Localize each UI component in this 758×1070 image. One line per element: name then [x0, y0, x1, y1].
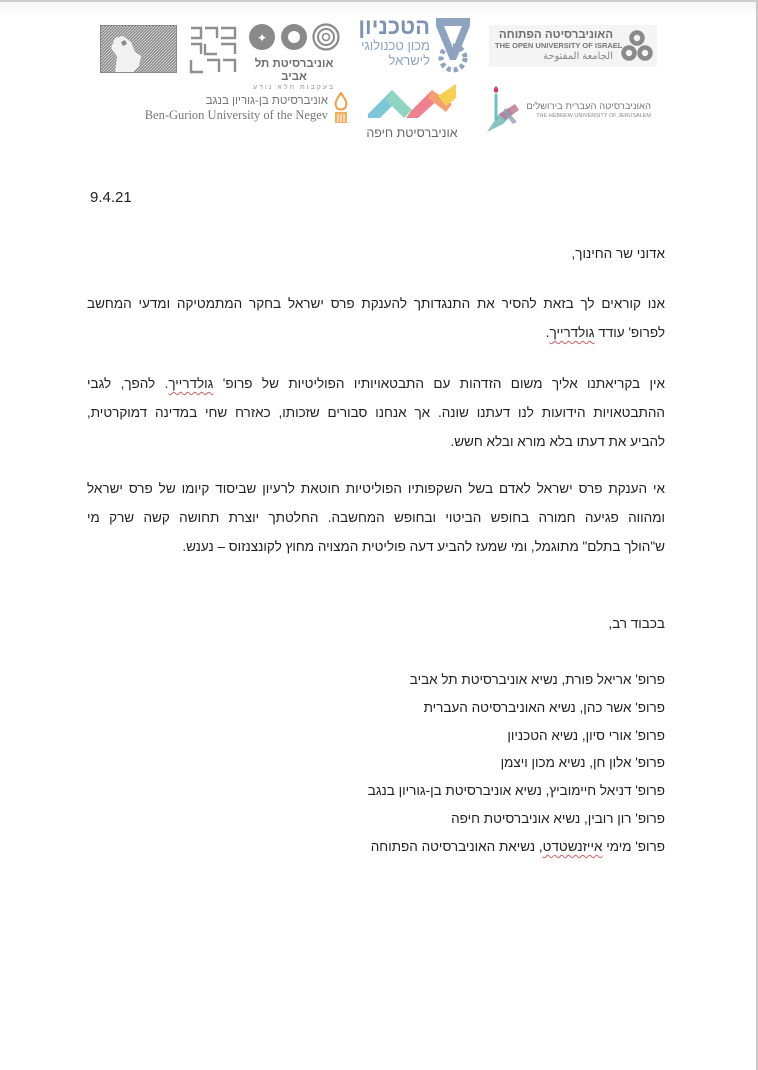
hebrew-university-menorah-icon	[485, 84, 525, 134]
weizmann-institute-logo	[187, 24, 239, 76]
signatory: פרופ' אשר כהן, נשיא האוניברסיטה העברית	[423, 699, 665, 715]
text-segment: פרופ' מימי	[602, 838, 665, 854]
haifa-university-logo	[366, 84, 458, 140]
paragraph-1-line-1: אנו קוראים לך בזאת להסיר את התנגדותך להענקת פרס ישראל בחקר המתמטיקה ומדעי המחשב	[87, 296, 665, 311]
paragraph-2-line-3: להביע את דעתו בלא מורא ובלא חשש.	[450, 434, 665, 449]
bgu-hebrew-title: אוניברסיטת בן-גוריון בנגב	[205, 95, 328, 107]
spellcheck-name: גולדרייך	[549, 325, 595, 340]
paragraph-2	[87, 369, 665, 456]
open-university-title: האוניברסיטה הפתוחה	[498, 29, 613, 41]
ben-gurion-university-logo	[142, 92, 350, 126]
technion-logo	[348, 14, 472, 76]
signatory: פרופ' רון רובין, נשיא אוניברסיטת חיפה	[451, 810, 665, 826]
weizmann-letters-icon	[187, 24, 239, 76]
tau-motto: בעקבות הלא נודע	[252, 84, 336, 91]
paragraph-1	[87, 289, 665, 347]
bgu-flame-icon	[332, 92, 350, 124]
paragraph-3	[87, 474, 665, 561]
text-segment: לפרופ' עודד	[594, 325, 665, 340]
svg-text:✦: ✦	[256, 31, 268, 45]
tel-aviv-university-logo	[246, 22, 342, 91]
signatory: פרופ' אורי סיון, נשיא הטכניון	[507, 727, 665, 743]
hebrew-university-title: האוניברסיטה העברית בירושלים	[526, 101, 651, 112]
technion-title: הטכניון	[358, 14, 430, 39]
letter-closing	[87, 609, 665, 638]
open-university-english: THE OPEN UNIVERSITY OF ISRAEL	[495, 41, 623, 50]
text-segment: . להפך, לגבי	[87, 376, 169, 391]
paragraph-3-line-3: ש"הולך בתלם" מתוגמל, ומי שמעז להביע דעה פוליטית המצויה מחוץ לקונצנזוס – נענש.	[182, 539, 665, 554]
signatories-list	[87, 666, 665, 861]
signatory: פרופ' דניאל חיימוביץ, נשיא אוניברסיטת בן-גוריון בנגב	[367, 783, 665, 799]
spellcheck-name: גולדרייך	[168, 376, 214, 391]
closing-text: בכבוד רב,	[608, 616, 665, 631]
paragraph-3-line-1: אי הענקת פרס ישראל לאדם בשל השקפותיו הפוליטיות חוטאת לרעיון שביסוד קיומו של פרס ישראל	[87, 481, 665, 496]
letter-salutation	[85, 239, 665, 268]
weizmann-lion-logo	[100, 25, 177, 73]
signatory: פרופ' אריאל פורת, נשיא אוניברסיטת תל אביב	[409, 672, 665, 687]
tau-circles-icon	[246, 22, 342, 52]
hebrew-university-english: THE HEBREW UNIVERSITY OF JERUSALEM	[536, 113, 651, 119]
technion-subtitle-1: מכון טכנולוגי	[360, 38, 430, 53]
signatory	[87, 833, 665, 861]
open-university-logo	[489, 25, 657, 67]
letter-date: 9.4.21	[90, 189, 132, 206]
spellcheck-name: אייזנשטדט	[542, 838, 603, 854]
paragraph-1-line-2	[87, 318, 665, 347]
technion-subtitle-2: לישראל	[388, 53, 430, 68]
bgu-english-title: Ben-Gurion University of the Negev	[144, 108, 328, 122]
paragraph-2-line-1	[87, 369, 665, 398]
open-university-arabic: الجامعة المفتوحة	[542, 51, 613, 62]
haifa-title: אוניברסיטת חיפה	[366, 126, 458, 140]
haifa-mountains-icon	[366, 84, 458, 118]
signatory: פרופ' אלון חן, נשיא מכון ויצמן	[500, 755, 665, 771]
tau-title: אוניברסיטת תל אביב	[254, 58, 334, 83]
paragraph-3-line-2: ומהווה פגיעה חמורה בחופש הביטוי ובחופש המחשבה. החלטתך יוצרת תחושה קשה שרק מי	[87, 510, 665, 525]
open-university-trefoil-icon	[621, 30, 653, 62]
text-segment: , נשיאת האוניברסיטה הפתוחה	[370, 838, 543, 854]
lion-engraving-icon	[101, 26, 177, 73]
text-segment: .	[545, 325, 550, 340]
paragraph-2-line-2: ההתבטאויות הידועות לנו דעתנו שונה. אך אנחנו סבורים שזכותו, כאזרח שחי במדינה דמוקרטית,	[87, 405, 665, 420]
salutation-text: אדוני שר החינוך,	[571, 246, 665, 261]
technion-gear-icon	[434, 14, 472, 74]
hebrew-university-logo	[485, 84, 655, 136]
text-segment: אין בקריאתנו אליך משום הזדהות עם התבטאויותיו הפוליטיות של פרופ'	[213, 376, 665, 391]
